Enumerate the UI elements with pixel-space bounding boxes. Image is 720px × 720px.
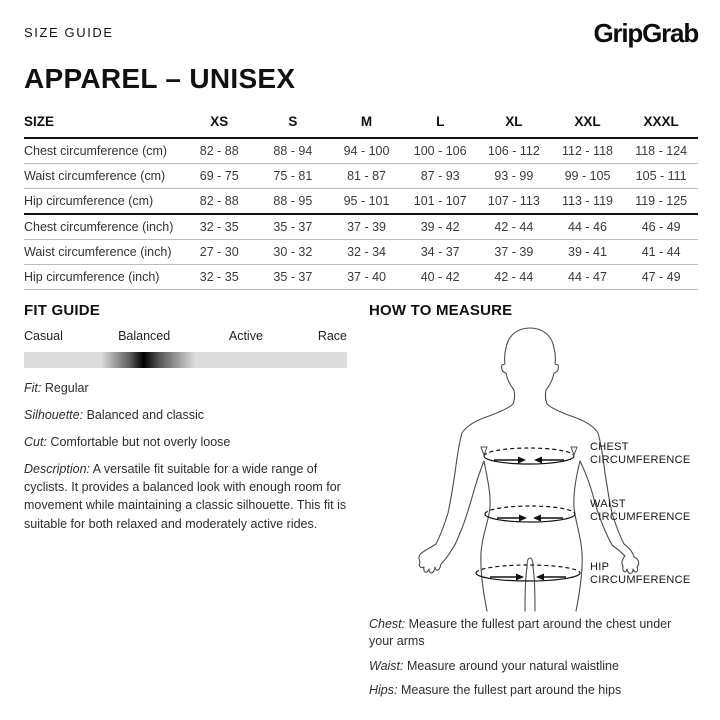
column-header: L — [403, 109, 477, 138]
description-detail — [24, 460, 347, 533]
size-value: 95 - 101 — [330, 188, 404, 214]
column-header: XS — [182, 109, 256, 138]
chest-measure-line — [481, 447, 577, 464]
cut-detail — [24, 433, 347, 451]
size-value: 106 - 112 — [477, 138, 551, 164]
size-value: 47 - 49 — [624, 264, 698, 289]
size-value: 107 - 113 — [477, 188, 551, 214]
waist-circumference-label — [590, 498, 690, 524]
detail-text: Regular — [44, 380, 89, 395]
size-value: 118 - 124 — [624, 138, 698, 164]
label-line: CHEST — [590, 440, 629, 453]
eyebrow-label: SIZE GUIDE — [24, 25, 114, 40]
gripgrab-logo: GripGrab — [593, 18, 698, 48]
chest-circumference-label — [590, 441, 690, 467]
fit-scale-bar — [24, 352, 347, 368]
instruction-text: Measure the fullest part around the chest under your arms — [369, 616, 672, 649]
size-value: 75 - 81 — [256, 163, 330, 188]
silhouette-detail — [24, 406, 347, 424]
how-to-measure-section — [369, 302, 698, 700]
size-value: 32 - 34 — [330, 239, 404, 264]
size-value: 119 - 125 — [624, 188, 698, 214]
row-label: Waist circumference (inch) — [24, 239, 182, 264]
column-header: M — [330, 109, 404, 138]
topbar — [24, 20, 698, 48]
table-row — [24, 188, 698, 214]
size-value: 27 - 30 — [182, 239, 256, 264]
size-value: 35 - 37 — [256, 264, 330, 289]
column-header: XXL — [551, 109, 625, 138]
detail-term: Silhouette: — [24, 407, 84, 422]
size-value: 100 - 106 — [403, 138, 477, 164]
size-value: 112 - 118 — [551, 138, 625, 164]
row-label: Waist circumference (cm) — [24, 163, 182, 188]
size-value: 37 - 39 — [330, 214, 404, 240]
scale-label-balanced: Balanced — [118, 328, 171, 343]
hip-circumference-label — [590, 561, 690, 587]
how-to-measure-heading: HOW TO MEASURE — [369, 301, 513, 319]
size-value: 39 - 41 — [551, 239, 625, 264]
scale-label-casual: Casual — [24, 328, 63, 343]
size-value: 82 - 88 — [182, 138, 256, 164]
scale-label-race: Race — [317, 328, 347, 343]
size-value: 41 - 44 — [624, 239, 698, 264]
size-value: 69 - 75 — [182, 163, 256, 188]
size-value: 32 - 35 — [182, 264, 256, 289]
size-value: 88 - 95 — [256, 188, 330, 214]
fit-scale — [24, 329, 347, 370]
size-value: 42 - 44 — [477, 264, 551, 289]
instruction-term: Waist: — [369, 658, 404, 673]
size-value: 37 - 40 — [330, 264, 404, 289]
detail-term: Fit: — [24, 380, 42, 395]
size-value: 81 - 87 — [330, 163, 404, 188]
instruction-text: Measure the fullest part around the hips — [400, 683, 622, 698]
row-label: Chest circumference (inch) — [24, 214, 182, 240]
label-line: WAIST — [590, 497, 626, 510]
waist-measure-line — [485, 506, 575, 522]
size-value: 30 - 32 — [256, 239, 330, 264]
size-value: 34 - 37 — [403, 239, 477, 264]
label-line: CIRCUMFERENCE — [590, 510, 691, 523]
table-row — [24, 264, 698, 289]
hip-measure-line — [476, 565, 580, 581]
lower-section — [24, 302, 698, 700]
hips-instruction — [369, 682, 698, 700]
detail-text: Comfortable but not overly loose — [50, 435, 231, 450]
table-row — [24, 214, 698, 240]
detail-term: Description: — [24, 462, 90, 477]
size-value: 101 - 107 — [403, 188, 477, 214]
size-value: 82 - 88 — [182, 188, 256, 214]
table-row — [24, 138, 698, 164]
detail-text: A versatile fit suitable for a wide range of cyclists. It provides a balanced look with enough room for movement while maintaining a classic silhouette. This fit is suitable for both relaxed and moderately active rides. — [24, 462, 347, 531]
instruction-term: Hips: — [369, 683, 398, 698]
fit-guide-section — [24, 302, 347, 700]
label-line: CIRCUMFERENCE — [590, 453, 691, 466]
row-label: Chest circumference (cm) — [24, 138, 182, 164]
label-line: CIRCUMFERENCE — [590, 573, 691, 586]
table-row — [24, 163, 698, 188]
fit-detail — [24, 379, 347, 397]
detail-term: Cut: — [24, 435, 47, 450]
column-header: SIZE — [24, 109, 182, 138]
row-label: Hip circumference (inch) — [24, 264, 182, 289]
column-header: XXXL — [624, 109, 698, 138]
size-value: 35 - 37 — [256, 214, 330, 240]
size-value: 46 - 49 — [624, 214, 698, 240]
size-value: 37 - 39 — [477, 239, 551, 264]
row-label: Hip circumference (cm) — [24, 188, 182, 214]
column-header: S — [256, 109, 330, 138]
size-value: 42 - 44 — [477, 214, 551, 240]
size-value: 32 - 35 — [182, 214, 256, 240]
size-value: 39 - 42 — [403, 214, 477, 240]
size-value: 94 - 100 — [330, 138, 404, 164]
table-row — [24, 239, 698, 264]
measurement-figure — [369, 321, 698, 609]
size-value: 44 - 47 — [551, 264, 625, 289]
instruction-term: Chest: — [369, 616, 406, 631]
size-value: 99 - 105 — [551, 163, 625, 188]
size-table — [24, 109, 698, 290]
size-value: 113 - 119 — [551, 188, 625, 214]
page-title: APPAREL – UNISEX — [24, 63, 296, 94]
fit-guide-heading: FIT GUIDE — [24, 301, 100, 319]
detail-text: Balanced and classic — [86, 407, 204, 422]
column-header: XL — [477, 109, 551, 138]
table-header-row — [24, 109, 698, 138]
size-value: 87 - 93 — [403, 163, 477, 188]
size-value: 40 - 42 — [403, 264, 477, 289]
size-value: 105 - 111 — [624, 163, 698, 188]
waist-instruction — [369, 658, 698, 676]
size-value: 44 - 46 — [551, 214, 625, 240]
size-value: 93 - 99 — [477, 163, 551, 188]
instruction-text: Measure around your natural waistline — [406, 658, 619, 673]
scale-label-active: Active — [228, 328, 263, 343]
label-line: HIP — [590, 560, 610, 573]
size-value: 88 - 94 — [256, 138, 330, 164]
chest-instruction — [369, 616, 698, 651]
